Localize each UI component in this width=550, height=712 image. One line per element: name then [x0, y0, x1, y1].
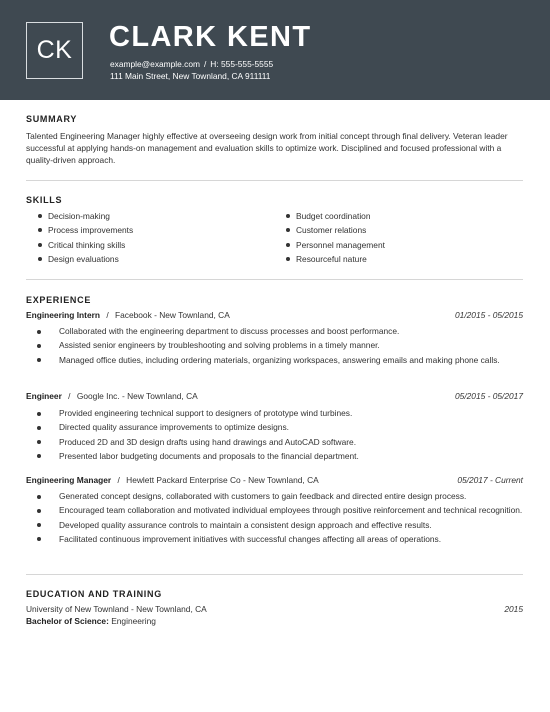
job-bullet: Facilitated continuous improvement initiatives with successful changes affecting all areas of operations.	[26, 534, 523, 545]
job-bullets	[26, 326, 523, 369]
job-dates: 05/2015 - 05/2017	[455, 391, 523, 401]
section-divider	[26, 279, 523, 280]
job-dates: 05/2017 - Current	[457, 475, 523, 485]
resume-header	[0, 0, 550, 100]
skills-list-right	[275, 209, 385, 267]
job-bullet: Provided engineering technical support to designers of prototype wind turbines.	[26, 408, 523, 419]
job-bullet: Encouraged team collaboration and motivated individual employees through positive reinforcement and technical recognition.	[26, 505, 523, 516]
skill-item: Customer relations	[275, 223, 385, 237]
job-header: Engineering Manager / Hewlett Packard Enterprise Co - New Townland, CA 05/2017 - Current	[26, 475, 523, 485]
job-bullets	[26, 408, 523, 465]
job-company: Google Inc. - New Townland, CA	[76, 391, 198, 401]
education-degree-line: Bachelor of Science: Engineering	[26, 616, 156, 626]
job-bullet: Directed quality assurance improvements to optimize designs.	[26, 422, 523, 433]
job-bullet: Produced 2D and 3D design drafts using hand drawings and AutoCAD software.	[26, 437, 523, 448]
contact-separator: /	[203, 59, 207, 69]
job-company: Facebook - New Townland, CA	[114, 310, 230, 320]
job-title: Engineer	[26, 391, 62, 401]
job-bullets	[26, 491, 523, 548]
contact-line	[110, 59, 273, 70]
job-title: Engineering Intern	[26, 310, 100, 320]
school-name: University of New Townland - New Townland, CA	[26, 604, 207, 614]
section-divider	[26, 180, 523, 181]
skill-item: Resourceful nature	[275, 252, 385, 266]
skill-item: Budget coordination	[275, 209, 385, 223]
job-dates: 01/2015 - 05/2015	[455, 310, 523, 320]
summary-text: Talented Engineering Manager highly effective at overseeing design work from initial concept through final delivery. Veteran leader successful at applying hands-on management and evaluation skills to optimize work. Disciplined and focused professional with a quality-driven approach.	[26, 131, 508, 165]
phone-text: H: 555-555-5555	[210, 59, 274, 69]
degree-name: Bachelor of Science	[26, 616, 107, 626]
experience-heading: EXPERIENCE	[26, 295, 92, 305]
job-header: Engineering Intern / Facebook - New Townland, CA 01/2015 - 05/2015	[26, 310, 523, 320]
job-bullet: Collaborated with the engineering department to discuss processes and boost performance.	[26, 326, 523, 337]
summary-heading: SUMMARY	[26, 114, 78, 124]
monogram-badge: CK	[26, 22, 83, 79]
section-divider	[26, 574, 523, 575]
job-bullet: Developed quality assurance controls to maintain a consistent design approach and effective results.	[26, 520, 523, 531]
job-bullet: Assisted senior engineers by troubleshooting and solving problems in a timely manner.	[26, 340, 523, 351]
skills-heading: SKILLS	[26, 195, 63, 205]
job-company: Hewlett Packard Enterprise Co - New Townland, CA	[126, 475, 319, 485]
graduation-year: 2015	[504, 604, 523, 614]
email-text: example@example.com	[110, 59, 200, 69]
skill-item: Critical thinking skills	[27, 238, 133, 252]
candidate-name: CLARK KENT	[109, 21, 312, 53]
education-heading: EDUCATION AND TRAINING	[26, 589, 162, 599]
job-bullet: Managed office duties, including ordering materials, organizing workspaces, answering emails and making phone calls.	[26, 355, 523, 366]
skill-item: Personnel management	[275, 238, 385, 252]
degree-field: Engineering	[111, 616, 156, 626]
job-bullet: Generated concept designs, collaborated with customers to gain feedback and directed entire design process.	[26, 491, 523, 502]
skill-item: Decision-making	[27, 209, 133, 223]
skill-item: Process improvements	[27, 223, 133, 237]
skill-item: Design evaluations	[27, 252, 133, 266]
job-title: Engineering Manager	[26, 475, 112, 485]
education-school-line	[26, 603, 523, 615]
skills-list-left	[27, 209, 133, 267]
job-header: Engineer / Google Inc. - New Townland, CA 05/2015 - 05/2017	[26, 391, 523, 401]
address-text: 111 Main Street, New Townland, CA 911111	[110, 71, 271, 81]
job-bullet: Presented labor budgeting documents and proposals to the financial department.	[26, 451, 523, 462]
